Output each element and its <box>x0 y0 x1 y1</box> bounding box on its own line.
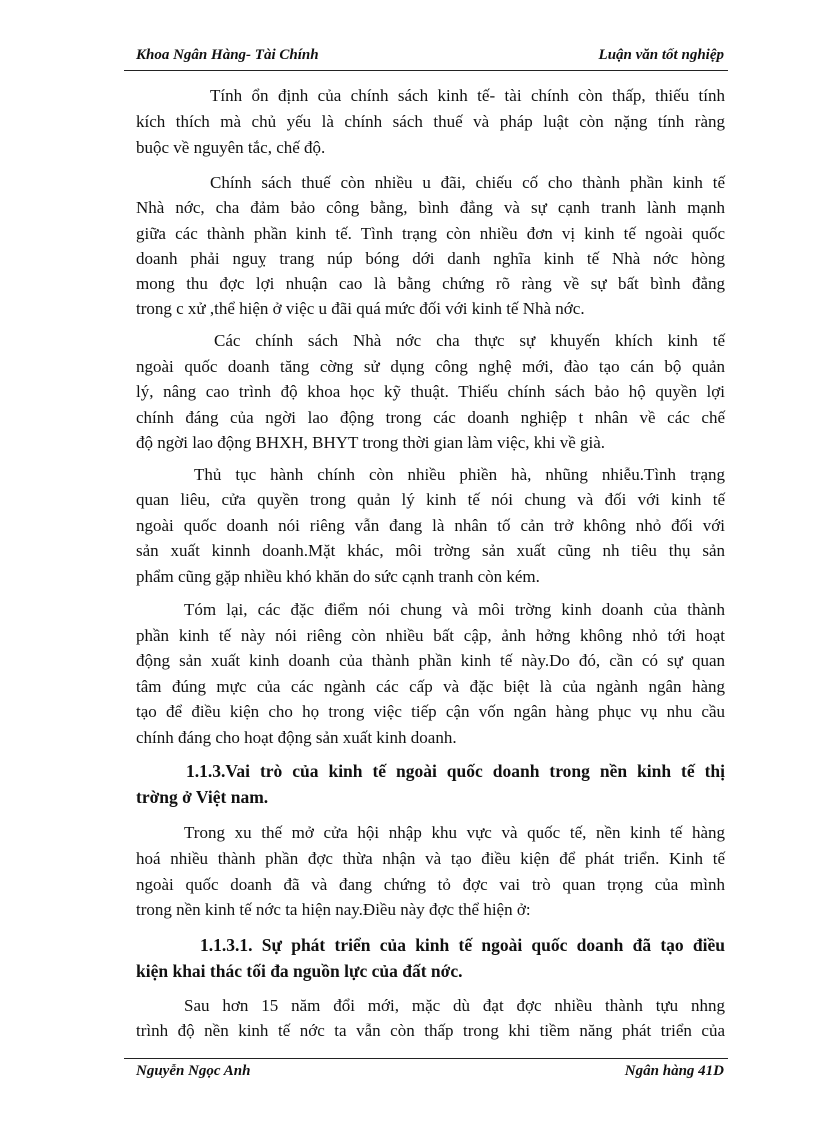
paragraph-line: hoá nhiều thành phần đợc thừa nhận và tạo điều kiện để phát triển. Kinh tế <box>136 849 725 868</box>
paragraph-line: giữa các thành phần kinh tế. Tình trạng còn nhiều đơn vị kinh tế ngoài quốc <box>136 224 725 243</box>
paragraph-line: lý, nâng cao trình độ khoa học kỹ thuật. Thiếu chính sách bảo hộ quyền lợi <box>136 382 725 401</box>
section-heading-line: 1.1.3.Vai trò của kinh tế ngoài quốc doanh trong nền kinh tế thị <box>186 761 725 781</box>
paragraph-line: phẩm cũng gặp nhiều khó khăn do sức cạnh tranh còn kém. <box>136 567 540 586</box>
paragraph-line: sản xuất kinnh doanh.Mặt khác, môi trờng sản xuất cũng nh tiêu thụ sản <box>136 541 725 560</box>
paragraph-line: Nhà nớc, cha đảm bảo công bằng, bình đẳng và sự cạnh tranh lành mạnh <box>136 198 725 217</box>
footer-rule <box>124 1058 728 1059</box>
section-heading-line: kiện khai thác tối đa nguồn lực của đất nớc. <box>136 961 463 981</box>
paragraph-line: tạo để điều kiện cho họ trong việc tiếp cận vốn ngân hàng phục vụ nhu cầu <box>136 702 725 721</box>
paragraph-line: chính đáng cho hoạt động sản xuất kinh doanh. <box>136 728 457 747</box>
header-left: Khoa Ngân Hàng- Tài Chính <box>136 47 319 63</box>
paragraph-line: phần kinh tế này nói riêng còn nhiều bất cập, ảnh hởng không nhỏ tới hoạt <box>136 626 725 645</box>
paragraph-line: Tính ổn định của chính sách kinh tế- tài chính còn thấp, thiếu tính <box>210 86 725 105</box>
paragraph-line: Thủ tục hành chính còn nhiều phiền hà, nhũng nhiễu.Tình trạng <box>194 465 725 484</box>
paragraph-line: mong thu đợc lợi nhuận cao là bằng chứng rõ ràng về sự bất bình đẳng <box>136 274 725 293</box>
paragraph-line: Các chính sách Nhà nớc cha thực sự khuyến khích kinh tế <box>214 331 725 350</box>
paragraph-line: trong nền kinh tế nớc ta hiện nay.Điều này đợc thể hiện ở: <box>136 900 531 919</box>
footer-right: Ngân hàng 41D <box>624 1063 724 1079</box>
paragraph-line: Chính sách thuế còn nhiều u đãi, chiếu cố cho thành phần kinh tế <box>210 173 725 192</box>
header-rule <box>124 70 728 71</box>
footer-left: Nguyễn Ngọc Anh <box>136 1063 251 1079</box>
paragraph-line: trong c xử ,thể hiện ở việc u đãi quá mức đối với kinh tế Nhà nớc. <box>136 299 585 318</box>
paragraph-line: Tóm lại, các đặc điểm nói chung và môi trờng kinh doanh của thành <box>184 600 725 619</box>
paragraph-line: buộc về nguyên tắc, chế độ. <box>136 138 326 157</box>
section-heading-line: 1.1.3.1. Sự phát triển của kinh tế ngoài quốc doanh đã tạo điều <box>200 935 725 955</box>
paragraph-line: Trong xu thế mở cửa hội nhập khu vực và quốc tế, nền kinh tế hàng <box>184 823 725 842</box>
paragraph-line: trình độ nền kinh tế nớc ta vẫn còn thấp trong khi tiềm năng phát triển của <box>136 1021 725 1040</box>
paragraph-line: Sau hơn 15 năm đổi mới, mặc dù đạt đợc nhiều thành tựu nhng <box>184 996 725 1015</box>
header-right: Luận văn tốt nghiệp <box>598 47 724 63</box>
paragraph-line: quan liêu, cửa quyền trong quản lý kinh tế nói chung và đối với kinh tế <box>136 490 725 509</box>
paragraph-line: tâm đúng mực của các ngành các cấp và đặc biệt là của ngành ngân hàng <box>136 677 725 696</box>
paragraph-line: độ ngời lao động BHXH, BHYT trong thời gian làm việc, khi về già. <box>136 433 606 452</box>
paragraph-line: kích thích mà chủ yếu là chính sách thuế và pháp luật còn nặng tính ràng <box>136 112 725 131</box>
paragraph-line: chính đáng của ngời lao động trong các doanh nghiệp t nhân về các chế <box>136 408 725 427</box>
paragraph-line: động sản xuất kinh doanh của thành phần kinh tế này.Do đó, cần có sự quan <box>136 651 725 670</box>
paragraph-line: ngoài quốc doanh nói riêng vẫn đang là nhân tố cản trở không nhỏ đối với <box>136 516 725 535</box>
paragraph-line: ngoài quốc doanh đã và đang chứng tỏ đợc vai trò quan trọng của mình <box>136 875 725 894</box>
paragraph-line: doanh phải nguỵ trang núp bóng dới danh nghĩa kinh tế Nhà nớc hòng <box>136 249 725 268</box>
paragraph-line: ngoài quốc doanh tăng cờng sử dụng công nghệ mới, đào tạo cán bộ quản <box>136 357 725 376</box>
section-heading-line: trờng ở Việt nam. <box>136 787 269 807</box>
